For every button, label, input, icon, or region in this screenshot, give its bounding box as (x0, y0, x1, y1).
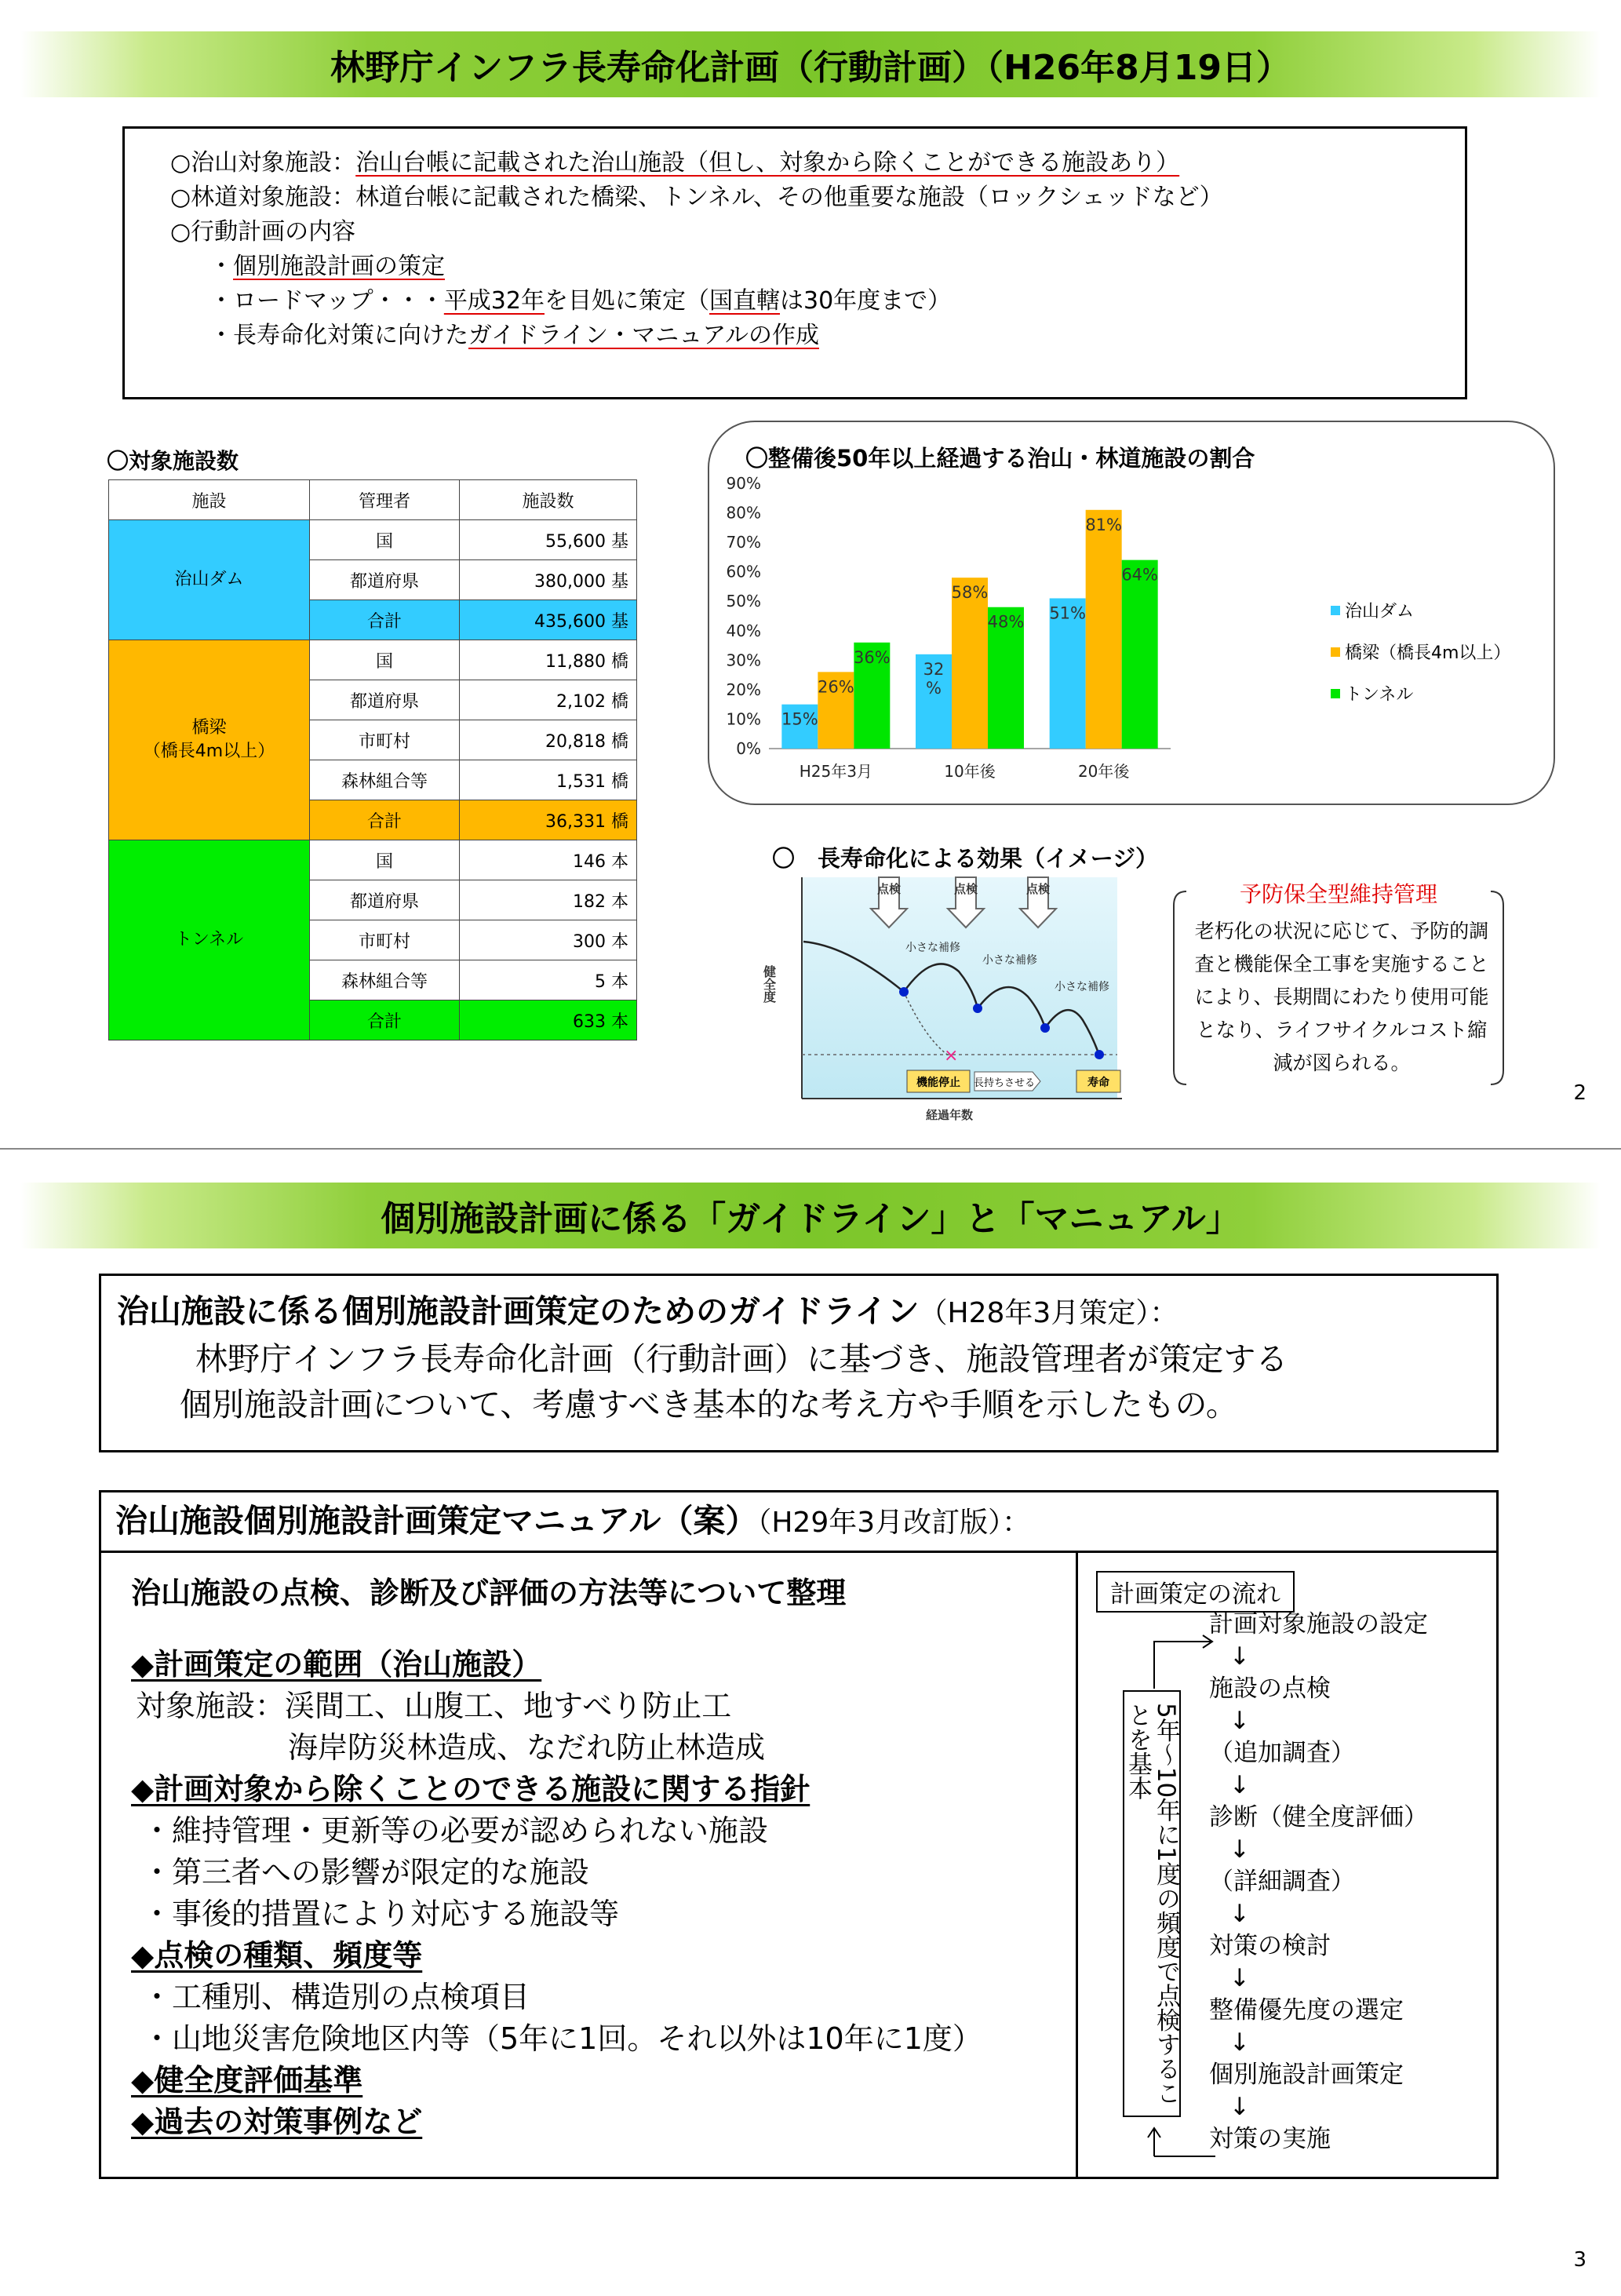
action-plan-box (122, 126, 1467, 399)
elapsed-years-label: 経過年数 (925, 1108, 974, 1122)
exclusion-line-3: ・事後的措置により対応する施設等 (142, 1897, 620, 1931)
guideline-line-2: 個別施設計画について、考慮すべき基本的な考え方や手順を示したもの。 (180, 1386, 1238, 1423)
section-cases: ◆過去の対策事例など (131, 2105, 423, 2139)
facility-type: トンネル (109, 840, 310, 1040)
legend-label: 橋梁（橋長4m以上） (1345, 643, 1511, 663)
flow-arrow: ↓ (1229, 1835, 1250, 1864)
repair-label-1: 小さな補修 (905, 942, 960, 954)
repair-label-3: 小さな補修 (1055, 981, 1109, 993)
flow-step: 個別施設計画策定 (1209, 2061, 1404, 2089)
count-cell: 182 本 (460, 880, 637, 920)
effect-title: 〇 長寿命化による効果（イメージ） (772, 845, 1159, 872)
facility-type: 橋梁 （橋長4m以上） (109, 640, 310, 840)
flow-arrow: ↓ (1229, 1900, 1250, 1928)
box-line-1: ○治山対象施設：治山台帳に記載された治山施設（但し、対象から除くことができる施設あり） (170, 149, 1180, 177)
data-label: 15% (781, 709, 818, 729)
repair-point-2 (973, 1004, 982, 1013)
box-line-6: ・長寿命化対策に向けたガイドライン・マニュアルの作成 (209, 322, 819, 349)
y-tick-label: 70% (726, 533, 761, 552)
table-header: 管理者 (310, 480, 460, 520)
chart-legend (1331, 598, 1510, 723)
flow-arrow: ↓ (1229, 1642, 1250, 1671)
table-header: 施設 (109, 480, 310, 520)
manager-cell: 国 (310, 840, 460, 880)
facility-type: 治山ダム (109, 520, 310, 640)
page-number-3: 3 (1573, 2248, 1586, 2272)
y-tick-label: 90% (726, 474, 761, 493)
flow-arrow: ↓ (1229, 1771, 1250, 1799)
data-label: 64% (1121, 565, 1159, 585)
data-label: 32 (923, 659, 945, 679)
data-label: 81% (1085, 515, 1123, 534)
exclusion-line-2: ・第三者への影響が限定的な施設 (142, 1855, 590, 1890)
manager-cell: 都道府県 (310, 880, 460, 920)
flow-steps (1209, 1609, 1428, 2156)
table-row (109, 840, 637, 880)
repair-point-1 (899, 987, 909, 997)
effect-diagram (753, 871, 1161, 1128)
callout (1169, 874, 1508, 1094)
slide-3-title: 個別施設計画に係る「ガイドライン」と「マニュアル」 (20, 1183, 1601, 1248)
section-exclusion: ◆計画対象から除くことのできる施設に関する指針 (131, 1772, 810, 1806)
count-cell: 36,331 橋 (460, 800, 637, 840)
count-cell: 1,531 橋 (460, 760, 637, 800)
slide-2-title: 林野庁インフラ長寿命化計画（行動計画）（H26年8月19日） (20, 31, 1601, 97)
cycle-box (1123, 1690, 1181, 2117)
guideline-box (99, 1274, 1499, 1452)
x-tick-label: 20年後 (1077, 762, 1130, 781)
flow-arrow: ↓ (1229, 1707, 1250, 1735)
flow-arrow: ↓ (1229, 1964, 1250, 1992)
count-cell: 11,880 橋 (460, 640, 637, 680)
failure-mark: × (944, 1046, 959, 1066)
box-line-3: ○行動計画の内容 (170, 218, 356, 246)
data-label: 51% (1049, 603, 1087, 623)
manual-heading: 治山施設個別施設計画策定マニュアル（案）（H29年3月改訂版）： (101, 1492, 1496, 1553)
scope-line-2: 海岸防災林造成、なだれ防止林造成 (288, 1730, 766, 1765)
health-axis-label: 健全度 (761, 965, 777, 1003)
manager-cell: 都道府県 (310, 560, 460, 600)
legend-item (1331, 640, 1510, 664)
guideline-line-1: 林野庁インフラ長寿命化計画（行動計画）に基づき、施設管理者が策定する (195, 1340, 1288, 1378)
facility-table (108, 479, 637, 1040)
manual-content (131, 1573, 982, 2143)
flow-step: 計画対象施設の設定 (1209, 1610, 1428, 1638)
flow-step: 診断（健全度評価） (1209, 1803, 1428, 1831)
y-tick-label: 0% (736, 739, 761, 758)
y-tick-label: 40% (726, 621, 761, 640)
manager-cell: 国 (310, 520, 460, 560)
table-header: 施設数 (460, 480, 637, 520)
x-tick-label: 10年後 (944, 762, 996, 781)
legend-swatch (1331, 689, 1340, 698)
count-cell: 300 本 (460, 920, 637, 960)
manager-cell: 合計 (310, 800, 460, 840)
repair-label-2: 小さな補修 (982, 954, 1037, 967)
manual-box (99, 1490, 1499, 2179)
y-tick-label: 30% (726, 651, 761, 670)
box-line-5: ・ロードマップ・・・平成32年を目処に策定（国直轄は30年度まで） (209, 287, 952, 315)
extend-label: 長持ちさせる (973, 1077, 1036, 1089)
exclusion-line-1: ・維持管理・更新等の必要が認められない施設 (142, 1813, 769, 1848)
count-cell: 146 本 (460, 840, 637, 880)
bar-1 (952, 578, 988, 749)
scope-line-1: 対象施設：渓間工、山腹工、地すべり防止工 (136, 1689, 732, 1723)
table-row (109, 640, 637, 680)
guideline-heading: 治山施設に係る個別施設計画策定のためのガイドライン（H28年3月策定）： (117, 1292, 1178, 1330)
flow-step: 対策の実施 (1209, 2125, 1331, 2153)
callout-text: 老朽化の状況に応じて、予防的調査と機能保全工事を実施することにより、長期間にわたり使用可能となり、ライフサイクルコスト縮減が図られる。 (1194, 920, 1489, 1074)
flow-step: （詳細調査） (1209, 1868, 1355, 1896)
y-tick-label: 50% (726, 592, 761, 611)
flow-arrow: ↓ (1229, 2028, 1250, 2057)
y-tick-label: 80% (726, 503, 761, 523)
count-cell: 633 本 (460, 1000, 637, 1040)
legend-swatch (1331, 606, 1340, 615)
facility-table-title: 〇対象施設数 (107, 448, 239, 474)
section-health: ◆健全度評価基準 (131, 2063, 363, 2097)
slide-3 (0, 1148, 1621, 2296)
inspect-label-1: 点検 (876, 882, 902, 896)
inspect-label-2: 点検 (953, 882, 978, 896)
flow-title: 計画策定の流れ (1096, 1571, 1295, 1613)
manager-cell: 合計 (310, 600, 460, 640)
manager-cell: 森林組合等 (310, 760, 460, 800)
legend-swatch (1331, 647, 1340, 657)
legend-label: トンネル (1345, 685, 1414, 705)
count-cell: 2,102 橋 (460, 680, 637, 720)
data-label: % (926, 678, 942, 698)
chart-title: 〇整備後50年以上経過する治山・林道施設の割合 (745, 445, 1255, 472)
data-label: 36% (853, 647, 891, 667)
life-point (1095, 1050, 1104, 1059)
bar-1 (1086, 510, 1122, 749)
flow-step: （追加調査） (1209, 1739, 1355, 1767)
manager-cell: 森林組合等 (310, 960, 460, 1000)
manual-subtitle: 治山施設の点検、診断及び評価の方法等について整理 (131, 1576, 847, 1610)
function-stop-label: 機能停止 (916, 1077, 960, 1089)
flow-step: 施設の点検 (1209, 1675, 1331, 1703)
inspect-label-3: 点検 (1025, 882, 1051, 896)
legend-item (1331, 681, 1510, 705)
x-tick-label: H25年3月 (799, 762, 872, 781)
legend-label: 治山ダム (1345, 602, 1415, 621)
manager-cell: 都道府県 (310, 680, 460, 720)
manager-cell: 合計 (310, 1000, 460, 1040)
count-cell: 380,000 基 (460, 560, 637, 600)
y-tick-label: 20% (726, 680, 761, 699)
manager-cell: 国 (310, 640, 460, 680)
count-cell: 55,600 基 (460, 520, 637, 560)
manager-cell: 市町村 (310, 720, 460, 760)
callout-title: 予防保全型維持管理 (1239, 881, 1437, 907)
data-label: 48% (987, 612, 1025, 632)
count-cell: 435,600 基 (460, 600, 637, 640)
inspection-line-1: ・工種別、構造別の点検項目 (142, 1980, 530, 2014)
inspection-line-2: ・山地災害危険地区内等（5年に1回。それ以外は10年に1度） (142, 2021, 982, 2056)
page-number-2: 2 (1573, 1081, 1586, 1105)
data-label: 26% (817, 677, 854, 697)
manager-cell: 市町村 (310, 920, 460, 960)
flow-step: 整備優先度の選定 (1209, 1996, 1404, 2024)
bar-2 (1122, 560, 1158, 749)
repair-point-3 (1040, 1023, 1050, 1033)
life-label: 寿命 (1087, 1077, 1109, 1089)
count-cell: 5 本 (460, 960, 637, 1000)
legend-item (1331, 598, 1510, 622)
table-row (109, 520, 637, 560)
table-header-row (109, 480, 637, 520)
box-line-2: ○林道対象施設：林道台帳に記載された橋梁、トンネル、その他重要な施設（ロックシェッドなど） (170, 184, 1223, 211)
flow-step: 対策の検討 (1209, 1932, 1331, 1960)
section-inspection: ◆点検の種類、頻度等 (131, 1938, 423, 1973)
flow-arrow: ↓ (1229, 2093, 1250, 2121)
cycle-text: 5年～10年に1度の頻度で点検することを基本 (1124, 1703, 1180, 2105)
data-label: 58% (951, 583, 989, 603)
y-tick-label: 10% (726, 709, 761, 729)
box-line-4: ・個別施設計画の策定 (209, 253, 445, 280)
section-scope: ◆計画策定の範囲（治山施設） (131, 1647, 542, 1682)
count-cell: 20,818 橋 (460, 720, 637, 760)
y-tick-label: 60% (726, 562, 761, 581)
manual-divider (1076, 1553, 1078, 2178)
